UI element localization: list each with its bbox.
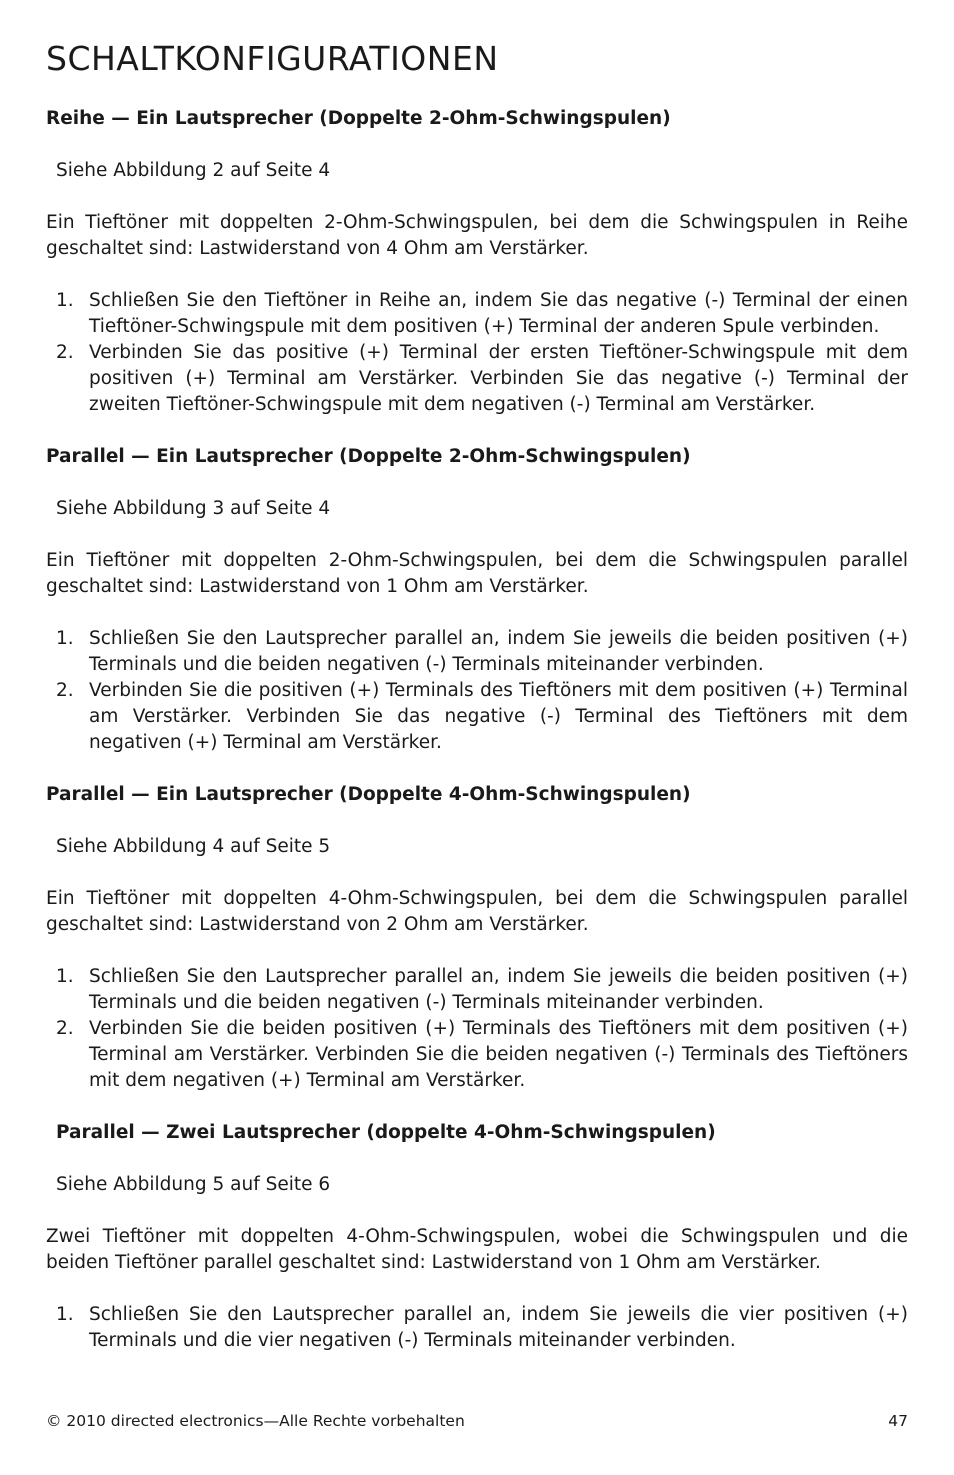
list-item [46,964,908,1016]
step-text: Schließen Sie den Tieftöner in Reihe an, indem Sie das negative (-) Terminal der einen Tieftöner-Schwingspule mit dem positiven (+) Terminal der anderen Spule verbinden. [89,290,908,337]
step-text: Verbinden Sie die positiven (+) Terminals des Tieftöners mit dem positiven (+) Terminal am Verstärker. Verbinden Sie das negative (-) Terminal des Tieftöners mit dem negativen (+) Terminal am Verstärker. [89,680,908,753]
figure-reference: Siehe Abbildung 2 auf Seite 4 [56,160,331,181]
list-item [46,678,908,756]
section-heading: Parallel — Zwei Lautsprecher (doppelte 4-Ohm-Schwingspulen) [56,1122,716,1143]
section-intro: Ein Tieftöner mit doppelten 2-Ohm-Schwingspulen, bei dem die Schwingspulen in Reihe geschaltet sind: Lastwiderstand von 4 Ohm am Verstärker. [46,212,908,259]
copyright-notice: © 2010 directed electronics—Alle Rechte vorbehalten [46,1412,465,1430]
list-item [46,340,908,418]
step-number: 1. [56,628,74,649]
figure-reference: Siehe Abbildung 3 auf Seite 4 [56,498,331,519]
section-intro: Ein Tieftöner mit doppelten 4-Ohm-Schwingspulen, bei dem die Schwingspulen parallel geschaltet sind: Lastwiderstand von 2 Ohm am Verstärker. [46,888,908,935]
page-title: SCHALTKONFIGURATIONEN [46,39,499,78]
section-parallel-one-speaker-2ohm [46,444,908,756]
step-number: 1. [56,1304,74,1325]
section-heading: Reihe — Ein Lautsprecher (Doppelte 2-Ohm-Schwingspulen) [46,108,671,129]
step-list [46,964,908,1094]
step-text: Verbinden Sie das positive (+) Terminal der ersten Tieftöner-Schwingspule mit dem positiven (+) Terminal am Verstärker. Verbinden Sie das negative (-) Terminal der zweiten Tieftöner-Schwingspule mit dem negativen (-) Terminal am Verstärker. [89,342,908,415]
section-parallel-one-speaker-4ohm [46,782,908,1094]
section-intro: Ein Tieftöner mit doppelten 2-Ohm-Schwingspulen, bei dem die Schwingspulen parallel geschaltet sind: Lastwiderstand von 1 Ohm am Verstärker. [46,550,908,597]
section-intro: Zwei Tieftöner mit doppelten 4-Ohm-Schwingspulen, wobei die Schwingspulen und die beiden Tieftöner parallel geschaltet sind: Lastwiderstand von 1 Ohm am Verstärker. [46,1226,908,1273]
step-list [46,288,908,418]
step-list [46,1302,908,1354]
page-footer [46,1409,908,1433]
section-parallel-two-speakers-4ohm [46,1120,908,1354]
step-number: 2. [56,342,74,363]
figure-reference: Siehe Abbildung 4 auf Seite 5 [56,836,331,857]
step-number: 1. [56,290,74,311]
section-series-one-speaker-2ohm [46,106,908,418]
page-number: 47 [888,1412,908,1430]
list-item [46,1016,908,1094]
figure-reference: Siehe Abbildung 5 auf Seite 6 [56,1174,331,1195]
step-list [46,626,908,756]
step-number: 2. [56,1018,74,1039]
list-item [46,1302,908,1354]
step-text: Verbinden Sie die beiden positiven (+) Terminals des Tieftöners mit dem positiven (+) Terminal am Verstärker. Verbinden Sie die beiden negativen (-) Terminals des Tieftöners mit dem negativen (+) Terminal am Verstärker. [89,1018,908,1091]
list-item [46,626,908,678]
step-text: Schließen Sie den Lautsprecher parallel an, indem Sie jeweils die beiden positiven (+) Terminals und die beiden negativen (-) Terminals miteinander verbinden. [89,966,908,1013]
section-heading: Parallel — Ein Lautsprecher (Doppelte 4-Ohm-Schwingspulen) [46,784,691,805]
step-number: 2. [56,680,74,701]
list-item [46,288,908,340]
step-text: Schließen Sie den Lautsprecher parallel an, indem Sie jeweils die beiden positiven (+) Terminals und die beiden negativen (-) Terminals miteinander verbinden. [89,628,908,675]
step-text: Schließen Sie den Lautsprecher parallel an, indem Sie jeweils die vier positiven (+) Terminals und die vier negativen (-) Terminals miteinander verbinden. [89,1304,908,1351]
document-body [46,106,908,1380]
step-number: 1. [56,966,74,987]
section-heading: Parallel — Ein Lautsprecher (Doppelte 2-Ohm-Schwingspulen) [46,446,691,467]
